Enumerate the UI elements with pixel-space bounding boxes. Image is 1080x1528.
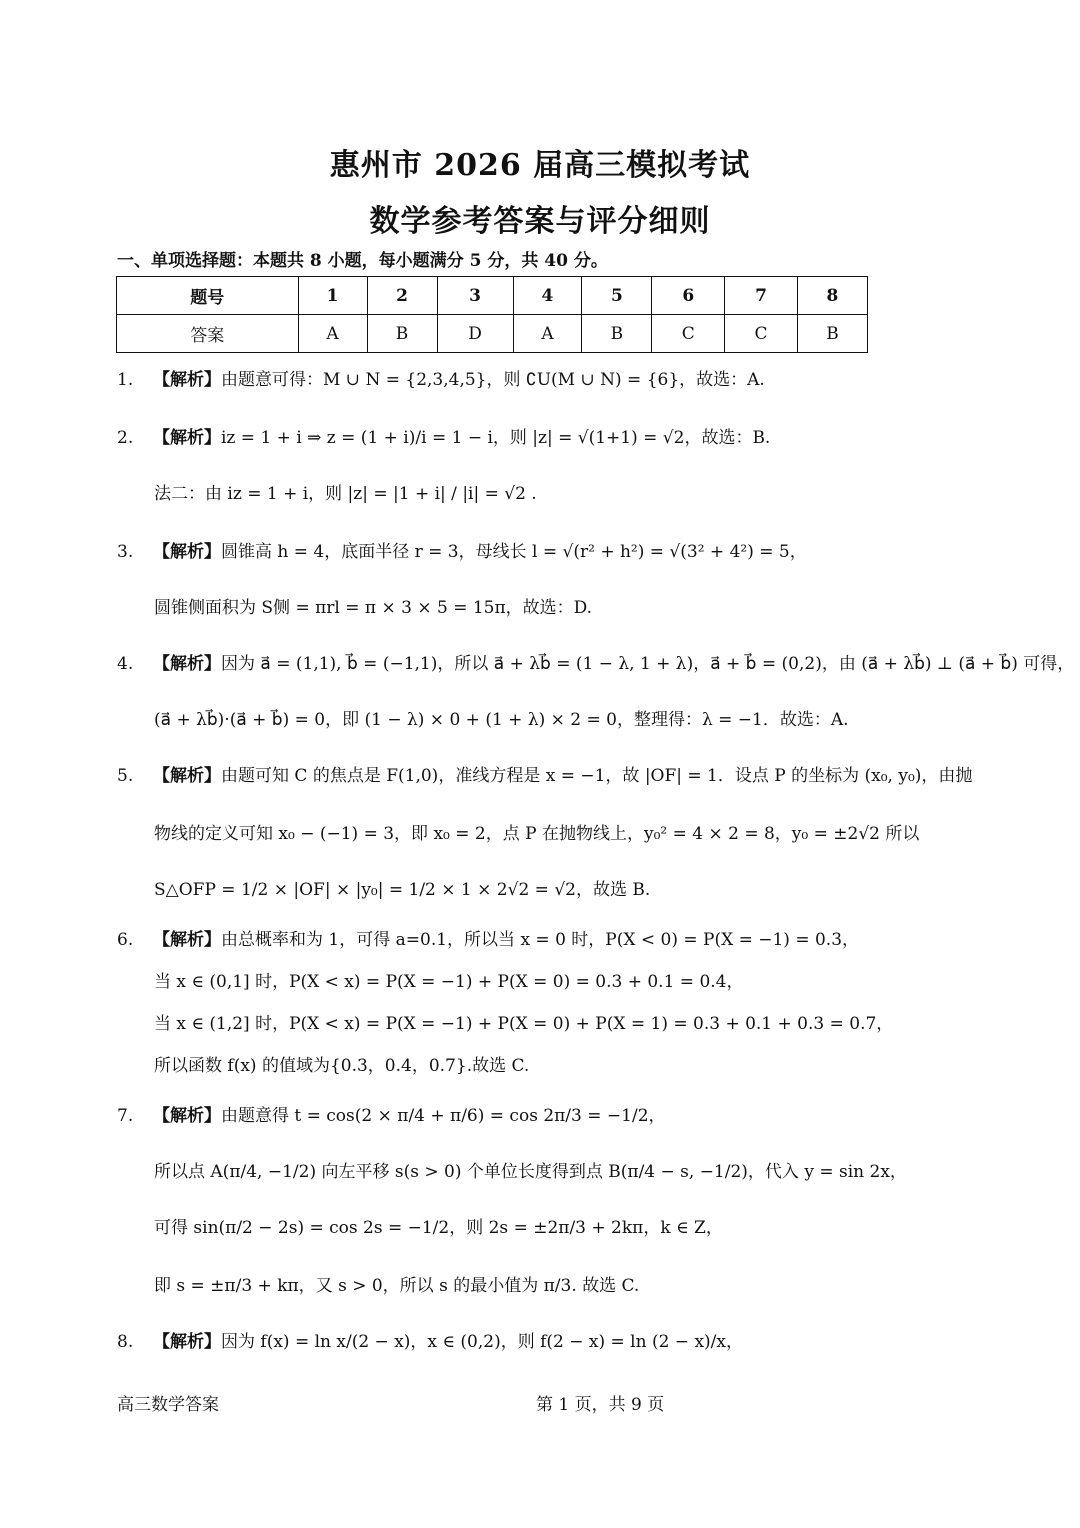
analysis-tag: 【解析】 <box>153 766 221 786</box>
solution-text: 即 s = ±π/3 + kπ，又 s > 0，所以 s 的最小值为 π/3. 故选 C. <box>154 1276 640 1296</box>
table-cell: 6 <box>652 277 725 315</box>
solution-line <box>154 1160 907 1184</box>
table-cell: 3 <box>437 277 513 315</box>
table-cell: A <box>513 315 582 353</box>
question-number: 1. <box>117 370 134 390</box>
solution-line <box>117 764 972 788</box>
table-cell: 1 <box>298 277 367 315</box>
solution-text: 当 x ∈ (0,1] 时，P(X < x) = P(X = −1) + P(X = 0) = 0.3 + 0.1 = 0.4， <box>154 972 744 992</box>
table-cell: C <box>652 315 725 353</box>
solution-text: 由题可知 C 的焦点是 F(1,0)，准线方程是 x = −1，故 |OF| = 1．设点 P 的坐标为 (x₀, y₀)，由抛 <box>221 766 973 786</box>
footer-left: 高三数学答案 <box>117 1395 219 1415</box>
solution-text: iz = 1 + i ⇒ z = (1 + i)/i = 1 − i，则 |z| = √(1+1) = √2，故选：B. <box>221 428 771 448</box>
page-number: 第 1 页，共 9 页 <box>536 1395 665 1415</box>
analysis-tag: 【解析】 <box>153 930 221 950</box>
solution-line <box>154 1054 529 1078</box>
solution-text: 由题意可得：M ∪ N = {2,3,4,5}，则 ∁U(M ∪ N) = {6}，故选：A. <box>221 370 765 390</box>
solution-line <box>117 928 859 952</box>
solution-text: (a⃗ + λb⃗)·(a⃗ + b⃗) = 0，即 (1 − λ) × 0 + (1 + λ) × 2 = 0，整理得：λ = −1．故选：A. <box>154 710 849 730</box>
table-row <box>117 277 868 315</box>
solution-text: 所以函数 f(x) 的值域为{0.3，0.4，0.7}.故选 C. <box>154 1056 530 1076</box>
solution-line <box>154 1216 723 1240</box>
analysis-tag: 【解析】 <box>153 370 221 390</box>
solution-line <box>117 368 765 392</box>
solution-text: 因为 a⃗ = (1,1), b⃗ = (−1,1)，所以 a⃗ + λb⃗ = (1 − λ, 1 + λ)，a⃗ + b⃗ = (0,2)，由 (a⃗ + λb⃗) ⊥ (a⃗ + b⃗) 可得， <box>221 654 1075 674</box>
solution-line <box>154 1012 893 1036</box>
solution-line <box>117 1330 743 1354</box>
solution-text: 由题意得 t = cos(2 × π/4 + π/6) = cos 2π/3 = −1/2， <box>221 1106 666 1126</box>
solution-line <box>117 652 1074 676</box>
analysis-tag: 【解析】 <box>153 1106 221 1126</box>
solution-line <box>154 822 919 846</box>
solution-line <box>154 878 650 902</box>
analysis-tag: 【解析】 <box>153 1332 221 1352</box>
answer-table <box>116 276 868 353</box>
table-cell: D <box>437 315 513 353</box>
question-number: 8. <box>117 1332 134 1352</box>
row-header-number: 题号 <box>117 277 299 315</box>
row-header-answer: 答案 <box>117 315 299 353</box>
solution-text: 法二：由 iz = 1 + i，则 |z| = |1 + i| / |i| = √2 . <box>154 484 537 504</box>
table-cell: 7 <box>725 277 798 315</box>
solution-text: 当 x ∈ (1,2] 时，P(X < x) = P(X = −1) + P(X = 0) + P(X = 1) = 0.3 + 0.1 + 0.3 = 0.7， <box>154 1014 894 1034</box>
table-cell: 5 <box>582 277 652 315</box>
solution-text: 可得 sin(π/2 − 2s) = cos 2s = −1/2，则 2s = ±2π/3 + 2kπ，k ∈ Z， <box>154 1218 723 1238</box>
solution-line <box>117 540 807 564</box>
solution-text: 由总概率和为 1，可得 a=0.1，所以当 x = 0 时，P(X < 0) = P(X = −1) = 0.3， <box>221 930 860 950</box>
question-number: 3. <box>117 542 134 562</box>
question-number: 2. <box>117 428 134 448</box>
solution-text: 圆锥高 h = 4，底面半径 r = 3，母线长 l = √(r² + h²) = √(3² + 4²) = 5， <box>221 542 807 562</box>
question-number: 7. <box>117 1106 134 1126</box>
solution-text: 物线的定义可知 x₀ − (−1) = 3，即 x₀ = 2，点 P 在抛物线上，y₀² = 4 × 2 = 8，y₀ = ±2√2 所以 <box>154 824 920 844</box>
table-cell: A <box>298 315 367 353</box>
table-cell: 4 <box>513 277 582 315</box>
section-heading: 一、单项选择题：本题共 8 小题，每小题满分 5 分，共 40 分。 <box>117 251 608 271</box>
solution-line <box>154 596 592 620</box>
solution-line <box>154 970 744 994</box>
table-cell: B <box>367 315 437 353</box>
question-number: 5. <box>117 766 134 786</box>
solution-text: 因为 f(x) = ln x/(2 − x)，x ∈ (0,2)，则 f(2 − x) = ln (2 − x)/x， <box>221 1332 743 1352</box>
solution-line <box>154 1274 639 1298</box>
solution-line <box>117 426 770 450</box>
table-cell: 2 <box>367 277 437 315</box>
table-cell: B <box>582 315 652 353</box>
question-number: 4. <box>117 654 134 674</box>
table-cell: C <box>725 315 798 353</box>
analysis-tag: 【解析】 <box>153 654 221 674</box>
solution-text: 圆锥侧面积为 S侧 = πrl = π × 3 × 5 = 15π，故选：D. <box>154 598 593 618</box>
solution-line <box>154 482 537 506</box>
analysis-tag: 【解析】 <box>153 428 221 448</box>
analysis-tag: 【解析】 <box>153 542 221 562</box>
page-title: 惠州市 2026 届高三模拟考试 <box>329 148 751 183</box>
page-subtitle: 数学参考答案与评分细则 <box>369 204 711 239</box>
solution-line <box>117 1104 666 1128</box>
table-cell: 8 <box>797 277 867 315</box>
table-row <box>117 315 868 353</box>
question-number: 6. <box>117 930 134 950</box>
table-cell: B <box>797 315 867 353</box>
solution-text: 所以点 A(π/4, −1/2) 向左平移 s(s > 0) 个单位长度得到点 B(π/4 − s, −1/2)，代入 y = sin 2x， <box>154 1162 907 1182</box>
solution-text: S△OFP = 1/2 × |OF| × |y₀| = 1/2 × 1 × 2√2 = √2，故选 B. <box>154 880 651 900</box>
solution-line <box>154 708 849 732</box>
